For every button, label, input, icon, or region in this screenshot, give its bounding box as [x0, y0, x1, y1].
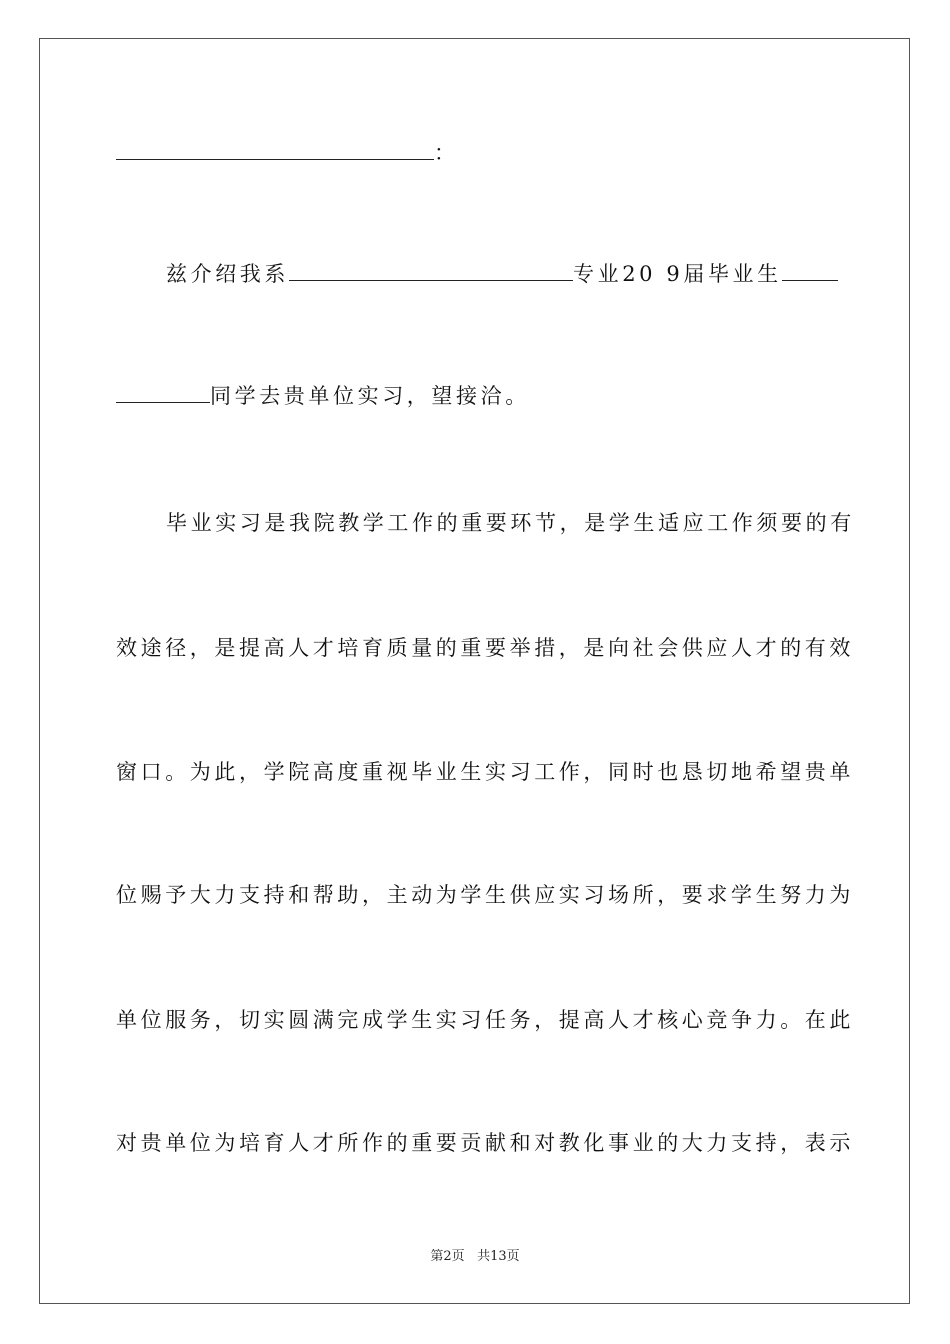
student-name-blank-part2: [116, 380, 210, 403]
intro-line-1: [166, 258, 838, 289]
paragraph-line: 毕业实习是我院教学工作的重要环节，是学生适应工作须要的有: [166, 511, 855, 535]
salutation-line: [116, 137, 459, 168]
paragraph-line: 对贵单位为培育人才所作的重要贡献和对教化事业的大力支持，表示: [116, 1131, 854, 1155]
page-number: 第2页: [430, 1249, 465, 1264]
student-name-blank-part1: [782, 258, 838, 281]
intro-line-2: [116, 380, 530, 411]
salutation-colon: ：: [434, 141, 459, 165]
recipient-blank: [116, 137, 434, 160]
intro-text-department: 兹介绍我系: [166, 262, 289, 286]
major-blank: [289, 258, 573, 281]
page-footer: [0, 1248, 950, 1266]
intro-text-major: 专业20 9届毕业生: [573, 262, 782, 286]
paragraph-line: 窗口。为此，学院高度重视毕业生实习工作，同时也恳切地希望贵单: [116, 760, 854, 784]
page-frame: [39, 38, 910, 1304]
paragraph-line: 单位服务，切实圆满完成学生实习任务，提高人才核心竞争力。在此: [116, 1008, 854, 1032]
intro-text-internship: 同学去贵单位实习，望接洽。: [210, 384, 530, 408]
paragraph-line: 位赐予大力支持和帮助，主动为学生供应实习场所，要求学生努力为: [116, 883, 854, 907]
page-total: 共13页: [477, 1249, 520, 1264]
paragraph-line: 效途径，是提高人才培育质量的重要举措，是向社会供应人才的有效: [116, 636, 854, 660]
